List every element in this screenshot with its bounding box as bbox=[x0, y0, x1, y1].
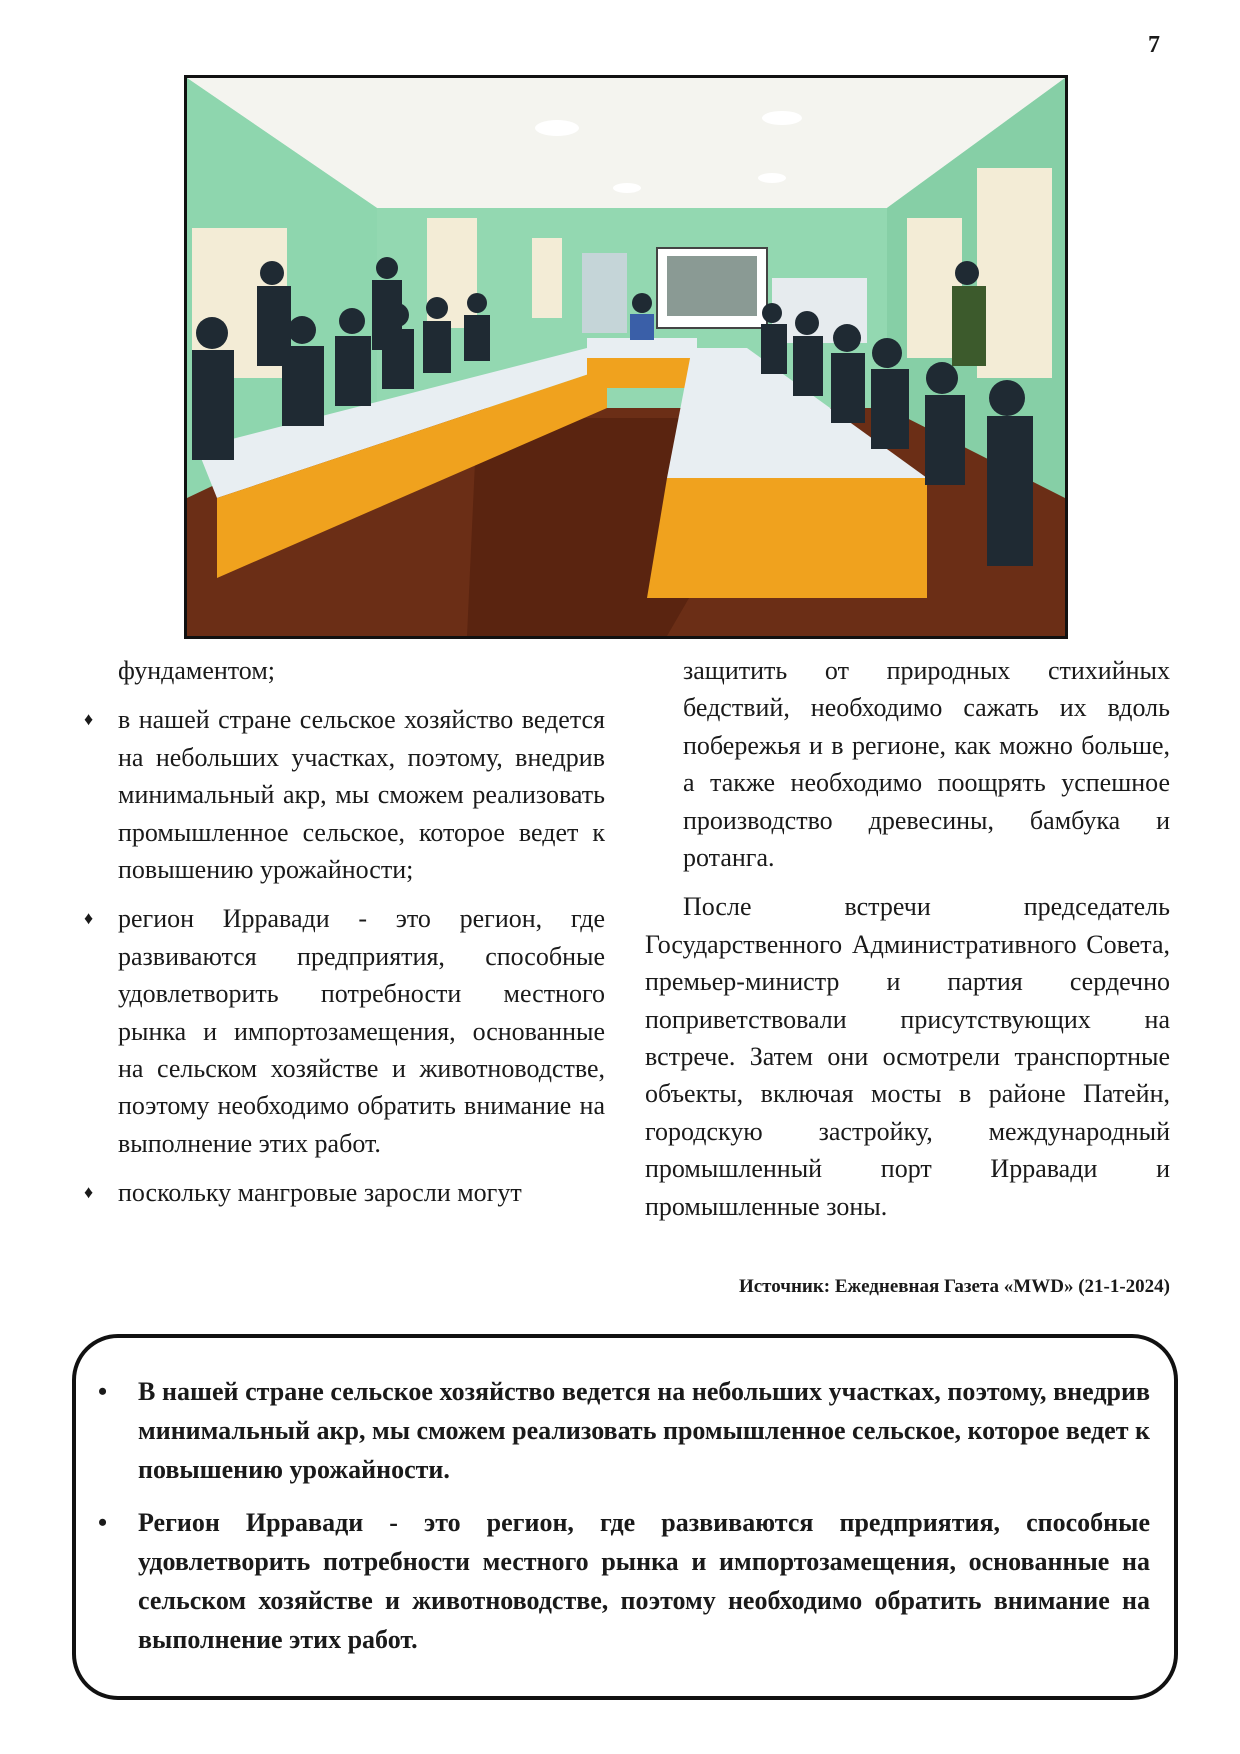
right-column-continuation: защитить от природных стихийных бедствий, необходимо сажать их вдоль побережья и в регионе, как можно больше, а также необходимо поощрять успешное производство древесины, бамбука и ротанга. bbox=[683, 656, 1170, 873]
left-column bbox=[118, 652, 605, 1212]
left-column-intro: фундаментом; bbox=[118, 656, 275, 685]
right-column-paragraph: После встречи председатель Государственного Административного Совета, премьер-министр и партия сердечно поприветствовали присутствующих на встрече. Затем они осмотрели транспортные объекты, включая мосты в районе Патейн, городскую застройку, международный промышленный порт Ирравади и промышленные зоны. bbox=[645, 892, 1170, 1221]
meeting-photo bbox=[184, 75, 1068, 639]
summary-item: • Регион Ирравади - это регион, где развиваются предприятия, способные удовлетворить потребности местного рынка и импортозамещения, основанные на сельском хозяйстве и животноводстве, поэтому необходимо обратить внимание на выполнение этих работ. bbox=[138, 1503, 1150, 1659]
left-column-bullets bbox=[118, 701, 605, 1211]
meeting-room-illustration bbox=[187, 78, 1065, 636]
summary-item: • В нашей стране сельское хозяйство ведется на небольших участках, поэтому, внедрив минимальный акр, мы сможем реализовать промышленное сельское, которое ведет к повышению урожайности. bbox=[138, 1372, 1150, 1489]
summary-list bbox=[76, 1338, 1174, 1659]
source-citation: Источник: Ежедневная Газета «MWD» (21-1-2024) bbox=[738, 1276, 1170, 1297]
bullet-item: ♦ регион Ирравади - это регион, где развиваются предприятия, способные удовлетворить потребности местного рынка и импортозамещения, основанные на сельском хозяйстве и животноводстве, поэтому необходимо обратить внимание на выполнение этих работ. bbox=[118, 900, 605, 1162]
right-column bbox=[645, 652, 1170, 1225]
bullet-item: ♦ поскольку мангровые заросли могут bbox=[118, 1174, 605, 1211]
bullet-item: ♦ в нашей стране сельское хозяйство ведется на небольших участках, поэтому, внедрив минимальный акр, мы сможем реализовать промышленное сельское, которое ведет к повышению урожайности; bbox=[118, 701, 605, 888]
page-number: 7 bbox=[1148, 32, 1160, 58]
summary-box bbox=[72, 1334, 1178, 1700]
